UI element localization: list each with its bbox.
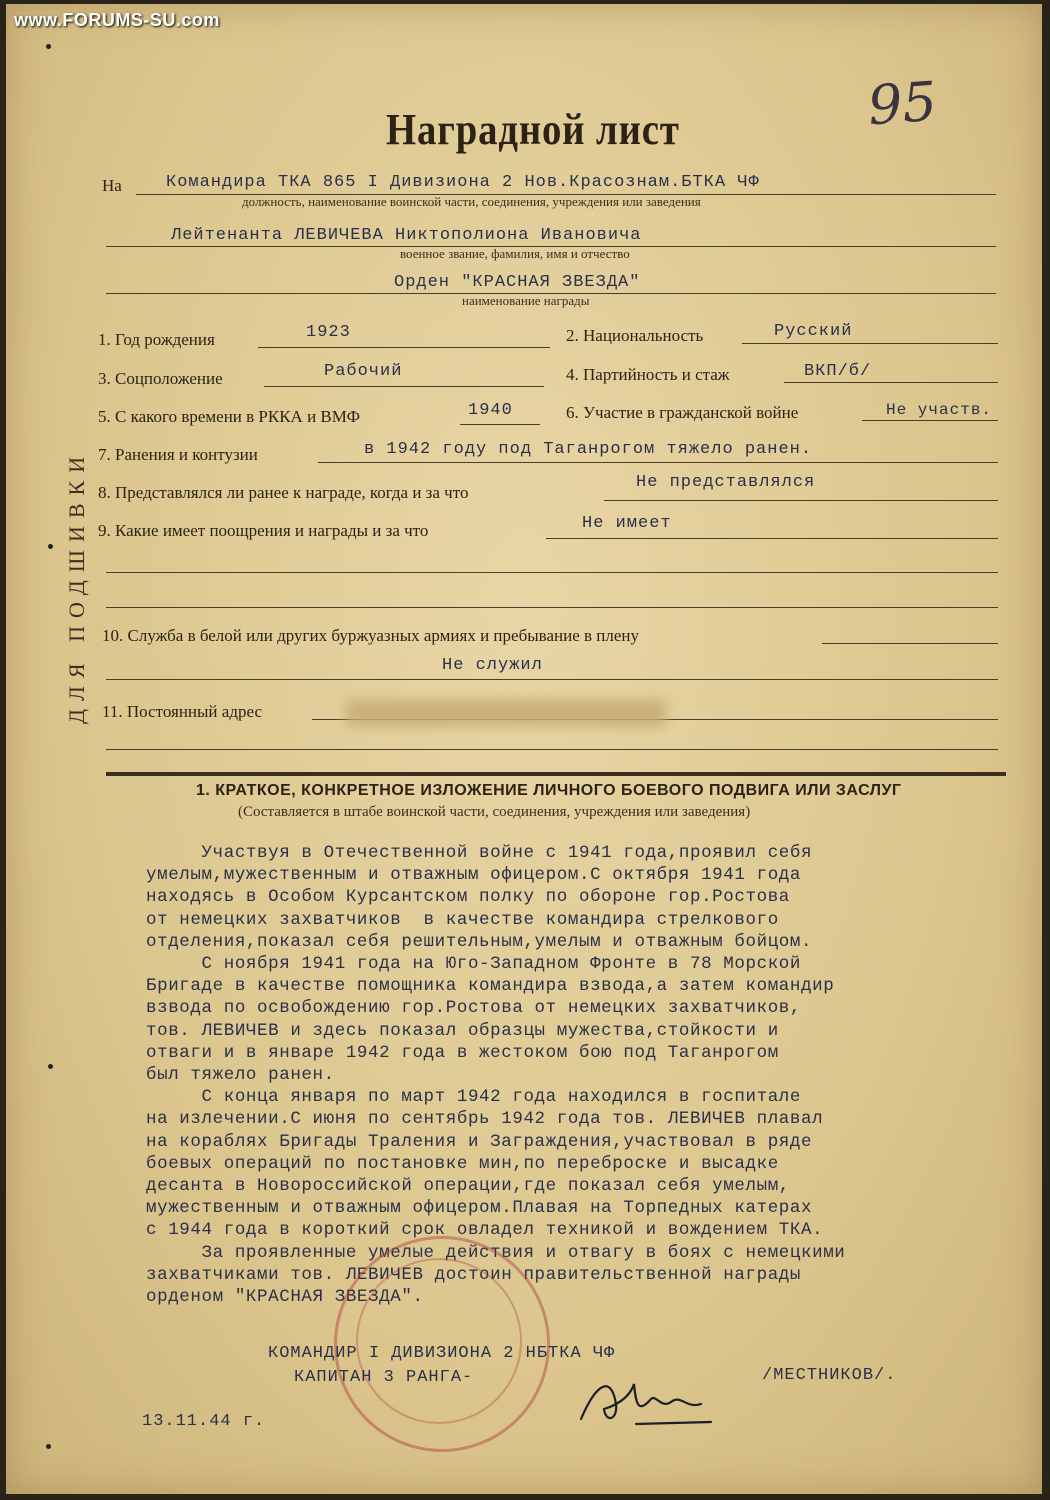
- citation-line: орденом "КРАСНАЯ ЗВЕЗДА".: [146, 1287, 424, 1308]
- rank-name-value: Лейтенанта ЛЕВИЧЕВА Никтополиона Ивановича: [171, 226, 642, 245]
- citation-text: [146, 842, 1026, 1308]
- address-label: 11. Постоянный адрес: [102, 702, 262, 721]
- punch-hole: [48, 544, 53, 549]
- document-title: Наградной лист: [386, 105, 680, 154]
- citation-line: Бригаде в качестве помощника командира взвода,а затем командир: [146, 976, 835, 997]
- civil-war-value: Не участв.: [886, 401, 993, 419]
- rank-name-caption: военное звание, фамилия, имя и отчество: [400, 246, 630, 261]
- service-since-label: 5. С какого времени в РККА и ВМФ: [98, 407, 361, 426]
- award-sheet-paper: [6, 4, 1042, 1494]
- rule: [264, 386, 544, 387]
- prior-nomination-value: Не представлялся: [636, 473, 816, 492]
- handwritten-number: 95: [865, 69, 939, 138]
- citation-line: С ноября 1941 года на Юго-Западном Фронте в 78 Морской: [146, 954, 802, 975]
- birth-year-value: 1923: [306, 323, 351, 342]
- rule: [784, 382, 998, 383]
- rule: [460, 424, 540, 425]
- signer-rank: КАПИТАН 3 РАНГА-: [294, 1368, 474, 1387]
- rule: [106, 607, 998, 608]
- awards-value: Не имеет: [582, 514, 672, 533]
- handwritten-signature: [576, 1364, 726, 1434]
- award-name-value: Орден "КРАСНАЯ ЗВЕЗДА": [394, 273, 641, 292]
- redacted-address: [346, 699, 666, 727]
- citation-line: был тяжело ранен.: [146, 1065, 335, 1086]
- party-label: 4. Партийность и стаж: [566, 365, 730, 384]
- rule: [106, 572, 998, 573]
- site-watermark: www.FORUMS-SU.com: [14, 10, 220, 30]
- citation-line: десанта в Новороссийской операции,где показал себя умелым,: [146, 1176, 790, 1197]
- binding-margin-label: ДЛЯ ПОДШИВКИ: [64, 448, 89, 724]
- na-label: На: [102, 176, 122, 195]
- rule: [546, 538, 998, 539]
- document-date: 13.11.44 г.: [142, 1412, 266, 1431]
- citation-line: умелым,мужественным и отважным офицером.С октября 1941 года: [146, 865, 802, 886]
- punch-hole: [48, 1064, 53, 1069]
- citation-line: С конца января по март 1942 года находился в госпитале: [146, 1087, 802, 1108]
- civil-war-label: 6. Участие в гражданской войне: [566, 403, 799, 422]
- citation-line: отделения,показал себя решительным,умелым и отважным бойцом.: [146, 931, 813, 952]
- social-status-label: 3. Соцположение: [98, 369, 223, 388]
- social-status-value: Рабочий: [324, 362, 403, 381]
- rule: [106, 679, 998, 680]
- section-title: 1. КРАТКОЕ, КОНКРЕТНОЕ ИЗЛОЖЕНИЕ ЛИЧНОГО БОЕВОГО ПОДВИГА ИЛИ ЗАСЛУГ: [196, 782, 902, 799]
- citation-line: находясь в Особом Курсантском полку по обороне гор.Ростова: [146, 887, 790, 908]
- recipient-unit-value: Командира ТКА 865 I Дивизиона 2 Нов.Красознам.БТКА ЧФ: [166, 173, 760, 192]
- wounds-label: 7. Ранения и контузии: [98, 445, 258, 464]
- awards-label: 9. Какие имеет поощрения и награды и за что: [98, 521, 429, 540]
- citation-line: на излечении.С июня по сентябрь 1942 года тов. ЛЕВИЧЕВ плавал: [146, 1109, 824, 1130]
- section-divider: [106, 772, 1006, 776]
- rule: [862, 420, 998, 421]
- citation-line: Участвуя в Отечественной войне с 1941 года,проявил себя: [146, 843, 813, 863]
- recipient-unit-caption: должность, наименование воинской части, соединения, учреждения или заведения: [242, 194, 701, 209]
- citation-line: захватчиками тов. ЛЕВИЧЕВ достоин правительственной награды: [146, 1264, 802, 1285]
- party-value: ВКП/б/: [804, 362, 872, 381]
- citation-line: отваги и в январе 1942 года в жестоком бою под Таганрогом: [146, 1042, 779, 1063]
- citation-line: мужественным и отважным офицером.Плавая на Торпедных катерах: [146, 1198, 813, 1219]
- rule: [604, 500, 998, 501]
- service-since-value: 1940: [468, 401, 513, 420]
- section-subtitle: (Составляется в штабе воинской части, соединения, учреждения или заведения): [238, 804, 751, 820]
- prior-nomination-label: 8. Представлялся ли ранее к награде, когда и за что: [98, 483, 469, 502]
- signer-name: /МЕСТНИКОВ/.: [762, 1366, 897, 1385]
- citation-line: тов. ЛЕВИЧЕВ и здесь показал образцы мужества,стойкости и: [146, 1020, 779, 1041]
- punch-hole: [46, 1444, 51, 1449]
- seal-stamp-inner: [356, 1258, 522, 1424]
- rule: [258, 347, 550, 348]
- citation-line: За проявленные умелые действия и отвагу в боях с немецкими: [146, 1242, 846, 1263]
- rule: [742, 343, 998, 344]
- citation-line: взвода по освобождению гор.Ростова от немецких захватчиков,: [146, 998, 802, 1019]
- nationality-value: Русский: [774, 322, 853, 341]
- citation-line: с 1944 года в короткий срок овладел техникой и вождением ТКА.: [146, 1220, 824, 1241]
- rule: [318, 462, 998, 463]
- white-army-label: 10. Служба в белой или других буржуазных армиях и пребывание в плену: [102, 626, 639, 645]
- award-name-caption: наименование награды: [462, 293, 590, 308]
- birth-year-label: 1. Год рождения: [98, 330, 215, 349]
- rule: [106, 749, 998, 750]
- wounds-value: в 1942 году под Таганрогом тяжело ранен.: [364, 440, 813, 459]
- citation-line: боевых операций по постановке мин,по переброске и высадке: [146, 1153, 779, 1174]
- signer-position: КОМАНДИР I ДИВИЗИОНА 2 НБТКА ЧФ: [268, 1344, 616, 1363]
- nationality-label: 2. Национальность: [566, 326, 704, 345]
- rule: [822, 643, 998, 644]
- citation-line: от немецких захватчиков в качестве командира стрелкового: [146, 909, 779, 930]
- white-army-value: Не служил: [442, 656, 543, 675]
- punch-hole: [46, 44, 51, 49]
- citation-line: на кораблях Бригады Траления и Заграждения,участвовал в ряде: [146, 1131, 813, 1152]
